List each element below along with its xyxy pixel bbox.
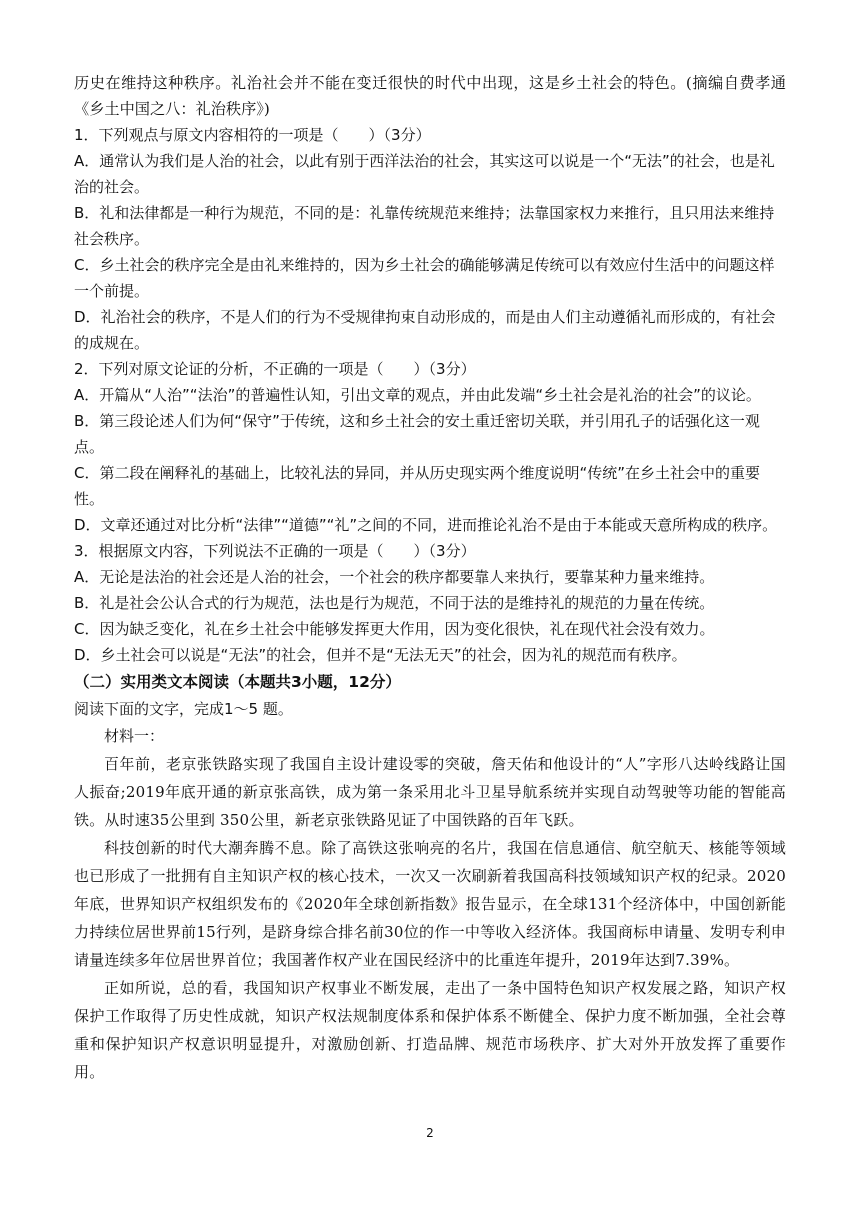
option-b: B．礼是社会公认合式的行为规范，法也是行为规范，不同于法的是维持礼的规范的力量在传统。 (74, 594, 715, 612)
question-stem: 3．根据原文内容，下列说法不正确的一项是（ ）（3分） (74, 542, 476, 560)
option-b: B．礼和法律都是一种行为规范，不同的是：礼靠传统规范来维持；法靠国家权力来推行，且只用法来维持社会秩序。 (74, 204, 775, 248)
option-d: D．礼治社会的秩序，不是人们的行为不受规律拘束自动形成的，而是由人们主动遵循礼而形成的，有社会的成规在。 (74, 308, 776, 352)
paragraph-2: 科技创新的时代大潮奔腾不息。除了高铁这张响亮的名片，我国在信息通信、航空航天、核能等领域也已形成了一批拥有自主知识产权的核心技术，一次又一次刷新着我国高科技领域知识产权的纪录。2020年底，世界知识产权组织发布的《2020年全球创新指数》报告显示，在全球131个经济体中，中国创新能力持续位居世界前15行列，是跻身综合排名前30位的作一中等收入经济体。我国商标申请量、发明专利申请量连续多年位居世界首位；我国著作权产业在国民经济中的比重连年提升，2019年达到7.39%。 (74, 839, 786, 969)
paragraph-1: 百年前，老京张铁路实现了我国自主设计建设零的突破，詹天佑和他设计的“人”字形八达岭线路让国人振奋;2019年底开通的新京张高铁，成为第一条采用北斗卫星导航系统并实现自动驾驶等功能的智能高铁。从时速35公里到 350公里，新老京张铁路见证了中国铁路的百年飞跃。 (74, 755, 786, 829)
option-a: A．无论是法治的社会还是人治的社会，一个社会的秩序都要靠人来执行，要靠某种力量来维持。 (74, 568, 715, 586)
option-b: B．第三段论述人们为何“保守”于传统，这和乡土社会的安土重迁密切关联，并引用孔子的话强化这一观点。 (74, 412, 760, 456)
question-stem: 1．下列观点与原文内容相符的一项是（ ）（3分） (74, 126, 431, 144)
option-c: C．乡土社会的秩序完全是由礼来维持的，因为乡土社会的确能够满足传统可以有效应付生活中的问题这样一个前提。 (74, 256, 775, 300)
question-2 (74, 356, 786, 538)
option-c: C．第二段在阐释礼的基础上，比较礼法的异同，并从历史现实两个维度说明“传统”在乡土社会中的重要性。 (74, 464, 761, 508)
material-label: 材料一： (104, 727, 165, 745)
option-c: C．因为缺乏变化，礼在乡土社会中能够发挥更大作用，因为变化很快，礼在现代社会没有效力。 (74, 620, 715, 638)
option-a: A．开篇从“人治”“法治”的普遍性认知，引出文章的观点，并由此发端“乡土社会是礼治的社会”的议论。 (74, 386, 761, 404)
option-d: D．乡土社会可以说是“无法”的社会，但并不是“无法无天”的社会，因为礼的规范而有秩序。 (74, 646, 687, 664)
section-instruction: 阅读下面的文字，完成1～5 题。 (74, 700, 293, 718)
paragraph-3: 正如所说，总的看，我国知识产权事业不断发展，走出了一条中国特色知识产权发展之路，知识产权保护工作取得了历史性成就，知识产权法规制度体系和保护体系不断健全、保护力度不断加强，全社会尊重和保护知识产权意识明显提升，对激励创新、打造品牌、规范市场秩序、扩大对外开放发挥了重要作用。 (74, 979, 786, 1081)
page-number: 2 (426, 1126, 434, 1140)
option-d: D．文章还通过对比分析“法律”“道德”“礼”之间的不同，进而推论礼治不是由于本能或天意所构成的秩序。 (74, 516, 778, 534)
option-a: A．通常认为我们是人治的社会，以此有别于西洋法治的社会，其实这可以说是一个“无法”的社会，也是礼治的社会。 (74, 152, 775, 196)
question-stem: 2．下列对原文论证的分析，不正确的一项是（ ）（3分） (74, 360, 476, 378)
question-1 (74, 122, 786, 356)
intro-tail: 历史在维持这种秩序。礼治社会并不能在变迁很快的时代中出现，这是乡土社会的特色。(摘编自费孝通《乡土中国之八：礼治秩序》) (74, 74, 786, 118)
question-3 (74, 538, 786, 668)
document-page (74, 70, 786, 1086)
section-title: （二）实用类文本阅读（本题共3小题，12分） (74, 673, 401, 691)
